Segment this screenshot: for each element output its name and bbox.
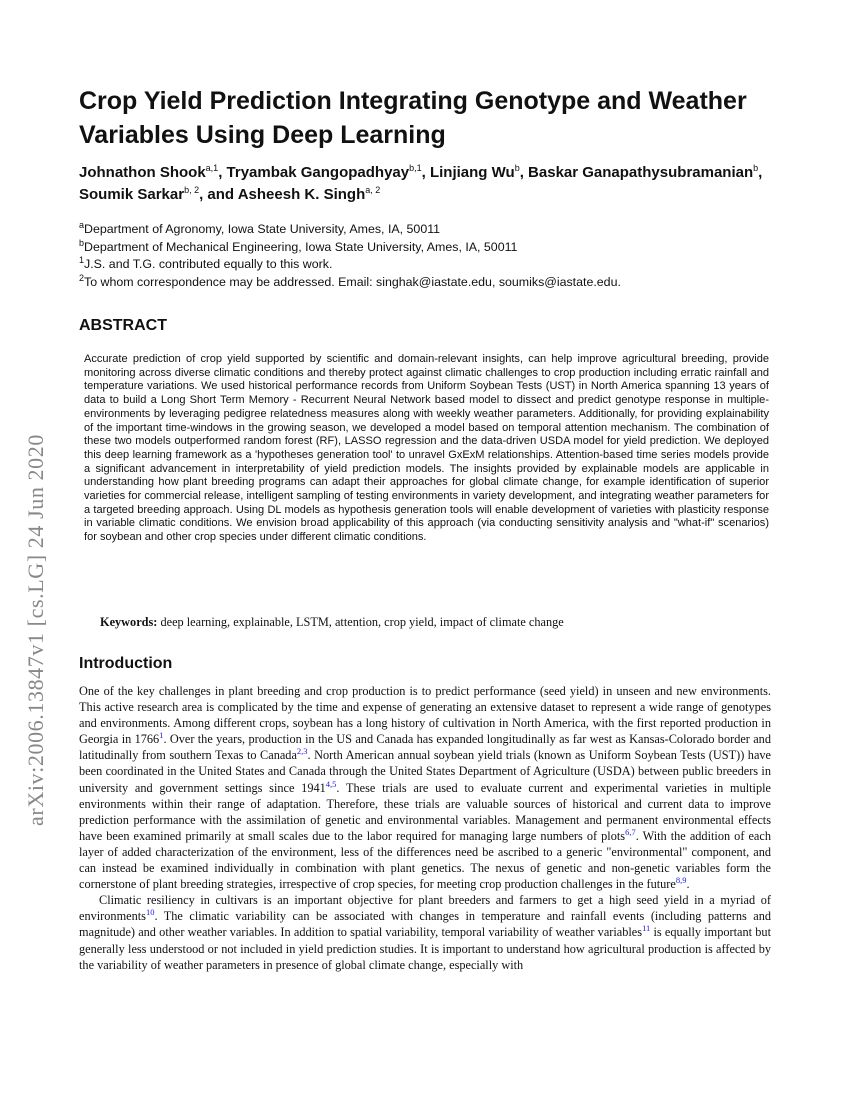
author-affiliation-mark: b,1 — [409, 163, 422, 173]
citation-link[interactable]: 10 — [145, 907, 155, 918]
keywords-label: Keywords: — [100, 615, 158, 629]
citation-link[interactable]: 11 — [642, 923, 651, 934]
author-affiliation-mark: b, 2 — [184, 185, 200, 195]
affiliation-text: Department of Mechanical Engineering, Iowa State University, Ames, IA, 50011 — [84, 239, 518, 254]
citation-link[interactable]: 6,7 — [625, 826, 636, 837]
author-name: Linjiang Wu — [429, 164, 515, 181]
abstract-heading: ABSTRACT — [79, 317, 167, 334]
citation-link[interactable]: 4,5 — [325, 778, 337, 789]
affiliation-text: J.S. and T.G. contributed equally to this work. — [84, 257, 333, 271]
affiliation-line — [79, 274, 779, 292]
keywords-line — [100, 615, 780, 630]
affiliation-text: To whom correspondence may be addressed. Email: singhak@iastate.edu, soumiks@iastate.edu. — [84, 274, 621, 289]
author-name: Asheesh K. Singh — [237, 186, 366, 203]
keywords-text: deep learning, explainable, LSTM, attention, crop yield, impact of climate change — [160, 615, 564, 629]
affiliation-mark: 1 — [79, 254, 85, 265]
intro-paragraph: One of the key challenges in plant breeding and crop production is to predict performance (seed yield) in unseen and new environments. This active research area is complicated by the time and expense of generating an extensive dataset to represent a wide range of genotypes and environments. Among different crops, soybean has a long history of cultivation in North America, with the first reported production in Georgia in 1766$^1$. Over the years, production in the US and Canada has expanded longitudinally as far west as Kansas-Colorado border and latitudinally from southern Texas to Canada$^{2,3}$. North American annual soybean yield trials (known as Uniform Soybean Tests (UST)) have been coordinated in the United States and Canada through the United States Department of Agriculture (USDA) between public breeders in university and government settings since 1941$^{4,5}$. These trials are used to evaluate current and experimental varieties in multiple environments within their range of adaptation. Therefore, these trials are valuable sources of historical and current data to improve prediction performance with the assimilation of genetic and environmental variables. Management and permanent environmental effects have been examined primarily at small scales due to the labor required for managing large numbers of plots$^{6,7}$. With the addition of each layer of added characterization of the environment, less of the differences need be ascribed to a generic "environmental" component, and can instead be examined individually in combination with plant genetics. The nexus of genetic and non-genetic variables form the cornerstone of plant breeding strategies, irrespective of crop species, for meeting crop production challenges in the future$^{8,9}$. — [79, 684, 772, 892]
author-name: Baskar Ganapathysubramanian — [528, 164, 754, 181]
paper-title: Crop Yield Prediction Integrating Genotype and Weather Variables Using Deep Learning — [79, 87, 747, 149]
intro-paragraph: Climatic resiliency in cultivars is an important objective for plant breeders and farmers to get a high seed yield in a myriad of environments$^{10}$. The climatic variability can be associated with changes in temperature and rainfall events (including patterns and magnitude) and other weather variables. In addition to spatial variability, temporal variability of weather variables$^{11}$ is equally important but generally less understood or not included in yield prediction studies. It is important to understand how agricultural production is affected by the variability of weather parameters in presence of global climate change, especially with — [79, 893, 771, 972]
citation-link[interactable]: 2,3 — [296, 746, 308, 757]
author-affiliation-mark: b — [514, 163, 520, 173]
abstract-text: Accurate prediction of crop yield supported by scientific and domain-relevant insights, can help improve agricultural breeding, provide monitoring across diverse climatic conditions and thereby protect against climatic challenges to crop production including erratic rainfall and temperature variations. We used historical performance records from Uniform Soybean Tests (UST) in North America spanning 13 years of data to build a Long Short Term Memory - Recurrent Neural Network based model to dissect and predict genotype response in multiple-environments by leveraging pedigree relatedness measures along with weekly weather parameters. Additionally, for providing explainability of the important time-windows in the growing season, we developed a model based on temporal attention mechanism. The combination of these two models outperformed random forest (RF), LASSO regression and the data-driven USDA model for yield prediction. We deployed this deep learning framework as a 'hypotheses generation tool' to unravel GxExM relationships. Attention-based time series models provide a significant advancement in interpretability of yield prediction models. The insights provided by explainable models are applicable in understanding how plant breeding programs can adapt their approaches for global climate change, for example identification of superior varieties for commercial release, intelligent sampling of testing environments in variety development, and integrating weather parameters for a targeted breeding approach. Using DL models as hypothesis generation tools will enable development of varieties with plasticity response in variable climatic conditions. We envision broad applicability of this approach (via conducting sensitivity analysis and "what-if" scenarios) for soybean and other crop species under different climatic conditions. — [84, 353, 769, 544]
introduction-body — [79, 683, 771, 973]
author-affiliation-mark: a,1 — [205, 163, 219, 173]
author-name: Johnathon Shook — [79, 164, 206, 181]
affiliation-mark: a — [79, 219, 85, 230]
affiliations-block — [79, 221, 779, 291]
author-name: Soumik Sarkar — [79, 186, 185, 203]
affiliation-mark: 2 — [79, 272, 85, 283]
author-name: Tryambak Gangopadhyay — [226, 164, 410, 181]
author-affiliation-mark: a, 2 — [365, 185, 381, 195]
affiliation-text: Department of Agronomy, Iowa State University, Ames, IA, 50011 — [84, 222, 441, 236]
author-list: Johnathon Shook$^{a,1}$, Tryambak Gangopadhyay$^{b,1}$, Linjiang Wu$^b$, Baskar Ganapathysubramanian$^b$, Soumik Sarkar$^{b, 2}$, and Asheesh K. Singh$^{a, 2}$ — [79, 163, 763, 203]
author-affiliation-mark: b — [753, 163, 759, 173]
introduction-heading: Introduction — [79, 655, 173, 672]
affiliation-mark: b — [79, 237, 85, 248]
citation-link[interactable]: 1 — [159, 730, 164, 741]
affiliation-line — [79, 239, 779, 257]
citation-link[interactable]: 8,9 — [675, 875, 687, 886]
affiliation-line — [79, 221, 779, 239]
arxiv-identifier-stamp: arXiv:2006.13847v1 [cs.LG] 24 Jun 2020 — [23, 434, 48, 826]
affiliation-line — [79, 256, 779, 274]
